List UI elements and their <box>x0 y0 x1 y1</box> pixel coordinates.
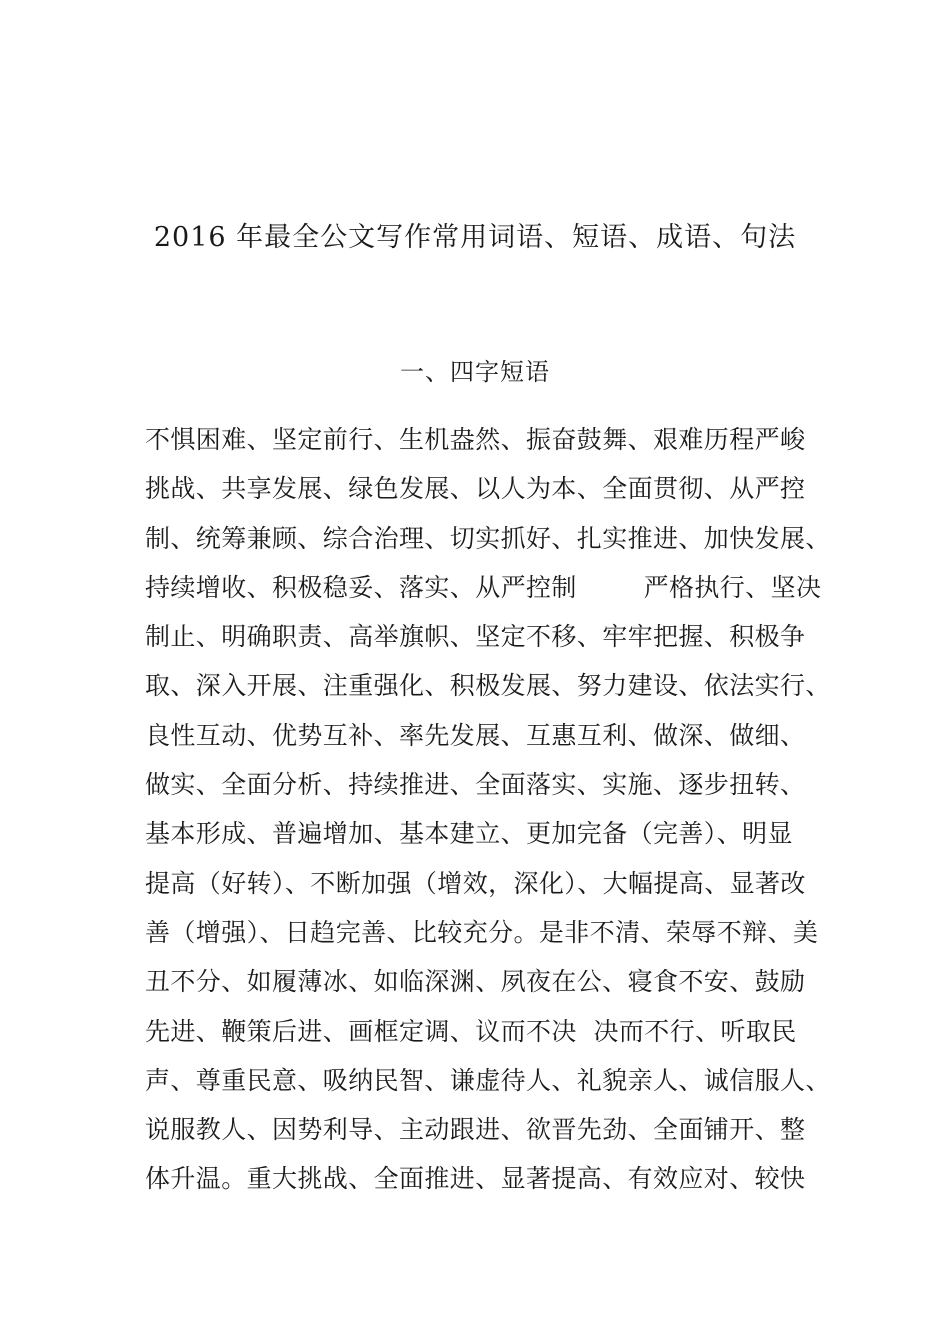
paragraph-line: 制止、明确职责、高举旗帜、坚定不移、牢牢把握、积极争 <box>145 622 806 652</box>
paragraph-line: 取、深入开展、注重强化、积极发展、努力建设、依法实行、 <box>145 671 831 701</box>
paragraph-line: 不惧困难、坚定前行、生机盎然、振奋鼓舞、艰难历程严峻 <box>145 425 806 454</box>
paragraph-line: 做实、全面分析、持续推进、全面落实、实施、逐步扭转、 <box>145 770 806 800</box>
paragraph-line: 良性互动、优势互补、率先发展、互惠互利、做深、做细、 <box>145 720 806 750</box>
paragraph-line: 说服教人、因势利导、主动跟进、欲晋先劲、全面铺开、整 <box>145 1115 806 1145</box>
paragraph-line: 基本形成、普遍增加、基本建立、更加完备（完善）、明显 <box>145 819 793 849</box>
paragraph-line: 持续增收、积极稳妥、落实、从严控制 严格执行、坚决 <box>145 572 822 602</box>
paragraph-line: 声、尊重民意、吸纳民智、谦虚待人、礼貌亲人、诚信服人、 <box>145 1065 831 1095</box>
section-heading: 一、四字短语 <box>400 358 550 386</box>
paragraph-line: 提高（好转）、不断加强（增效，深化）、大幅提高、显著改 <box>145 868 806 898</box>
paragraph-line: 体升温。重大挑战、全面推进、显著提高、有效应对、较快 <box>145 1164 806 1194</box>
paragraph-line: 制、统筹兼顾、综合治理、切实抓好、扎实推进、加快发展、 <box>145 523 831 553</box>
paragraph-line: 先进、鞭策后进、画框定调、议而不决 决而不行、听取民 <box>145 1016 797 1046</box>
document-title: 2016 年最全公文写作常用词语、短语、成语、句法 <box>153 222 797 253</box>
paragraph-line: 善（增强）、日趋完善、比较充分。是非不清、荣辱不辩、美 <box>145 917 819 947</box>
paragraph-line: 丑不分、如履薄冰、如临深渊、夙夜在公、寝食不安、鼓励 <box>145 967 806 997</box>
body-paragraph <box>145 415 831 1204</box>
paragraph-line: 挑战、共享发展、绿色发展、以人为本、全面贯彻、从严控 <box>145 474 806 504</box>
